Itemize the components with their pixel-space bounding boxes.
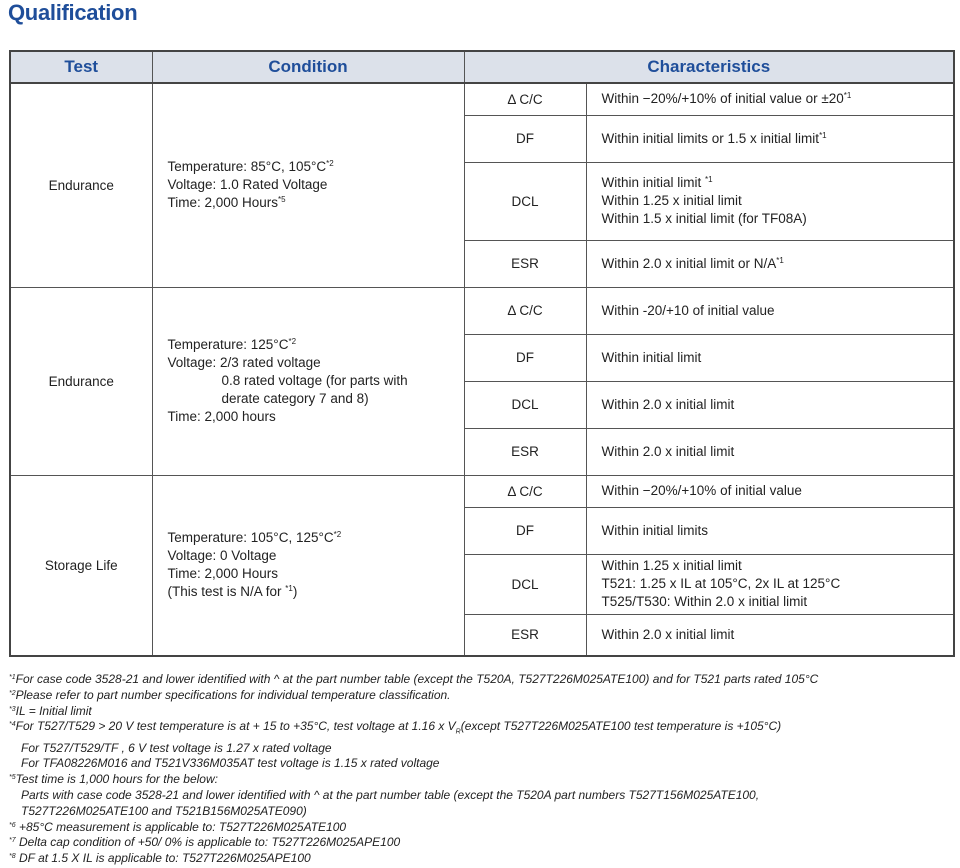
test-name: Endurance (10, 83, 152, 287)
test-condition: Temperature: $125^\circ C^{*2}$ Voltage: 2/3 rated voltage 0.8 rated voltage (for parts with derate category 7 and 8) Time: 2,000 hours (152, 287, 464, 475)
param-spec: Within 2.0 x initial limit (586, 614, 954, 656)
param-spec: Within initial limit $^{*1}$ Within 1.25 x initial limit Within 1.5 x initial limit (for TF08A) (586, 162, 954, 240)
param-label: Δ C/C (464, 287, 586, 334)
header-condition: Condition (152, 51, 464, 83)
header-characteristics: Characteristics (464, 51, 954, 83)
param-label: DCL (464, 162, 586, 240)
param-label: DCL (464, 381, 586, 428)
qualification-table (9, 50, 955, 657)
footnote-5-line-3: T527T226M025ATE100 and T521B156M025ATE090) (21, 803, 307, 818)
table-row (10, 83, 954, 115)
footnote-5: $^{*5}$Test time is 1,000 hours for the below: (9, 772, 218, 787)
table-row (10, 475, 954, 507)
footnotes (9, 672, 954, 867)
param-spec: Within −20%/+10% of initial value or $\pm 20^{*1}$ (586, 83, 954, 115)
param-spec: Within 2.0 x initial limit or $N/A^{*1}$ (586, 240, 954, 287)
param-label: DF (464, 334, 586, 381)
param-spec: Within 2.0 x initial limit (586, 381, 954, 428)
footnote-1: $^{*1}$For case code 3528-21 and lower identified with ^ at the part number table (except the T520A, T527T226M025ATE100) and for T521 parts rated 105°C (9, 672, 819, 686)
footnote-5-line-2: Parts with case code 3528-21 and lower identified with ^ at the part number table (except the T520A part numbers T527T156M025ATE100, (21, 787, 760, 802)
param-spec: Within initial limits or 1.5 x initial limit$^{*1}$ (586, 115, 954, 162)
footnote-7: $^{*7}$ Delta cap condition of +50/ 0% is applicable to: T527T226M025APE100 (9, 835, 401, 850)
test-condition: Temperature: 105°C, $125^\circ C^{*2}$ Voltage: 0 Voltage Time: 2,000 Hours (This test is N/A for $^{*1}$) (152, 475, 464, 656)
test-condition: Temperature: 85°C, $105^\circ C^{*2}$ Voltage: 1.0 Rated Voltage Time: 2,000 Hours$^{*5}$ (152, 83, 464, 287)
param-label: Δ C/C (464, 83, 586, 115)
param-spec: Within -20/+10 of initial value (586, 287, 954, 334)
test-name: Endurance (10, 287, 152, 475)
param-label: ESR (464, 614, 586, 656)
param-spec: Within initial limits (586, 507, 954, 554)
param-label: ESR (464, 240, 586, 287)
footnote-3: $^{*3}$IL = Initial limit (9, 703, 92, 718)
test-name: Storage Life (10, 475, 152, 656)
param-label: DF (464, 115, 586, 162)
param-spec: Within 1.25 x initial limit T521: 1.25 x IL at 105°C, 2x IL at 125°C T525/T530: Within 2.0 x initial limit (586, 554, 954, 614)
header-test: Test (10, 51, 152, 83)
table-row (10, 287, 954, 334)
param-label: ESR (464, 428, 586, 475)
footnote-4: $^{*4}$For T527/T529 > 20 V test temperature is at + 15 to +35°C, test voltage at 1.16 x $V_R(except$ T527T226M025ATE100 test temperature is +105°C) (9, 719, 782, 736)
param-label: DF (464, 507, 586, 554)
param-spec: Within −20%/+10% of initial value (586, 475, 954, 507)
param-label: DCL (464, 554, 586, 614)
footnote-4-line-2: For T527/T529/TF , 6 V test voltage is 1.27 x rated voltage (21, 740, 332, 755)
param-spec: Within 2.0 x initial limit (586, 428, 954, 475)
footnote-4-line-3: For TFA08226M016 and T521V336M035AT test voltage is 1.15 x rated voltage (21, 756, 440, 771)
footnote-2: $^{*2}$Please refer to part number specifications for individual temperature classification. (9, 687, 451, 702)
footnote-8: $^{*8}$ DF at 1.5 X IL is applicable to: T527T226M025APE100 (9, 851, 311, 866)
param-spec: Within initial limit (586, 334, 954, 381)
page-title: Qualification (8, 0, 138, 25)
table-header-row (10, 51, 954, 83)
footnote-6: $^{*6}$ +85°C measurement is applicable to: T527T226M025ATE100 (9, 819, 347, 834)
param-label: Δ C/C (464, 475, 586, 507)
